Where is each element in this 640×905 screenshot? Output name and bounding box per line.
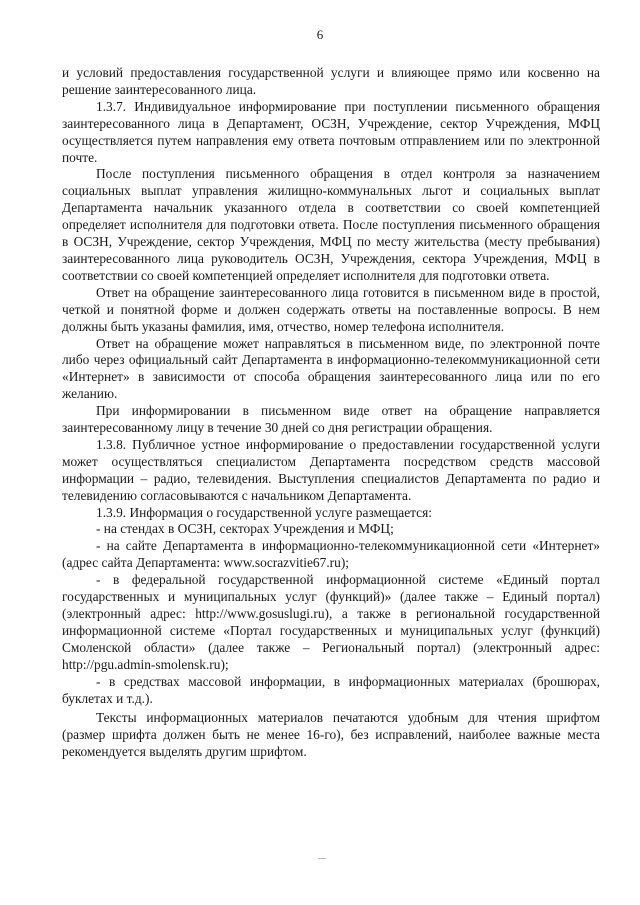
list-item-website: - на сайте Департамента в информационно-телекоммуникационной сети «Интернет» (адрес сайта Департамента: www.socrazvitie67.ru); [62, 538, 600, 571]
paragraph-materials-font: Тексты информационных материалов печатаются удобным для чтения шрифтом (размер шрифта должен быть не менее 16-го), без исправлений, наиболее важные места рекомендуется выделять другим шрифтом. [62, 710, 600, 760]
scan-artifact [318, 858, 326, 859]
list-item-stands: - на стендах в ОСЗН, секторах Учреждения и МФЦ; [96, 521, 394, 537]
paragraph-processing: После поступления письменного обращения в отдел контроля за назначением социальных выплат управления жилищно-коммунальных льгот и социальных выплат Департамента начальник указанного отдела в соответствии со своей компетенцией определяет исполнителя для подготовки ответа. После поступления письменного обращения в ОСЗН, Учреждение, сектор Учреждения, МФЦ по месту жительства (месту пребывания) заинтересованного лица руководитель ОСЗН, Учреждения, сектора Учреждения, МФЦ в соответствии со своей компетенцией определяет исполнителя для подготовки ответа. [62, 166, 600, 283]
list-item-media: - в средствах массовой информации, в информационных материалах (брошюрах, буклетах и т.д.). [62, 673, 600, 706]
page-number: 6 [316, 27, 324, 42]
paragraph-1-3-7: 1.3.7. Индивидуальное информирование при поступлении письменного обращения заинтересованного лица в Департамент, ОСЗН, Учреждение, сектор Учреждения, МФЦ осуществляется путем направления ему ответа почтовым отправлением или по электронной почте. [62, 98, 600, 165]
paragraph-continuation: и условий предоставления государственной услуги и влияющее прямо или косвенно на решение заинтересованного лица. [62, 65, 600, 97]
paragraph-1-3-8: 1.3.8. Публичное устное информирование о предоставлении государственной услуги может осуществляться специалистом Департамента посредством средств массовой информации – радио, телевидения. Выступления специалистов Департамента по радио и телевидению согласовываются с начальником Департамента. [62, 436, 600, 503]
paragraph-1-3-9: 1.3.9. Информация о государственной услуге размещается: [96, 504, 432, 520]
paragraph-answer-delivery: Ответ на обращение может направляться в письменном виде, по электронной почте либо через официальный сайт Департамента в информационно-телекоммуникационной сети «Интернет» в зависимости от способа обращения заинтересованного лица или по его желанию. [62, 335, 600, 402]
document-body [62, 65, 600, 761]
paragraph-answer-deadline: При информировании в письменном виде ответ на обращение направляется заинтересованному лицу в течение 30 дней со дня регистрации обращения. [62, 403, 600, 436]
list-item-portals: - в федеральной государственной информационной системе «Единый портал государственных и муниципальных услуг (функций)» (далее также – Единый портал) (электронный адрес: http://www.gosuslugi.ru), а также в региональной государственной информационной системе «Портал государственных и муниципальных услуг (функций) Смоленской области» (далее также – Региональный портал) (электронный адрес: http://pgu.admin-smolensk.ru); [62, 572, 600, 672]
paragraph-answer-form: Ответ на обращение заинтересованного лица готовится в письменном виде в простой, четкой и понятной форме и должен содержать ответы на поставленные вопросы. В нем должны быть указаны фамилия, имя, отчество, номер телефона исполнителя. [62, 284, 600, 334]
